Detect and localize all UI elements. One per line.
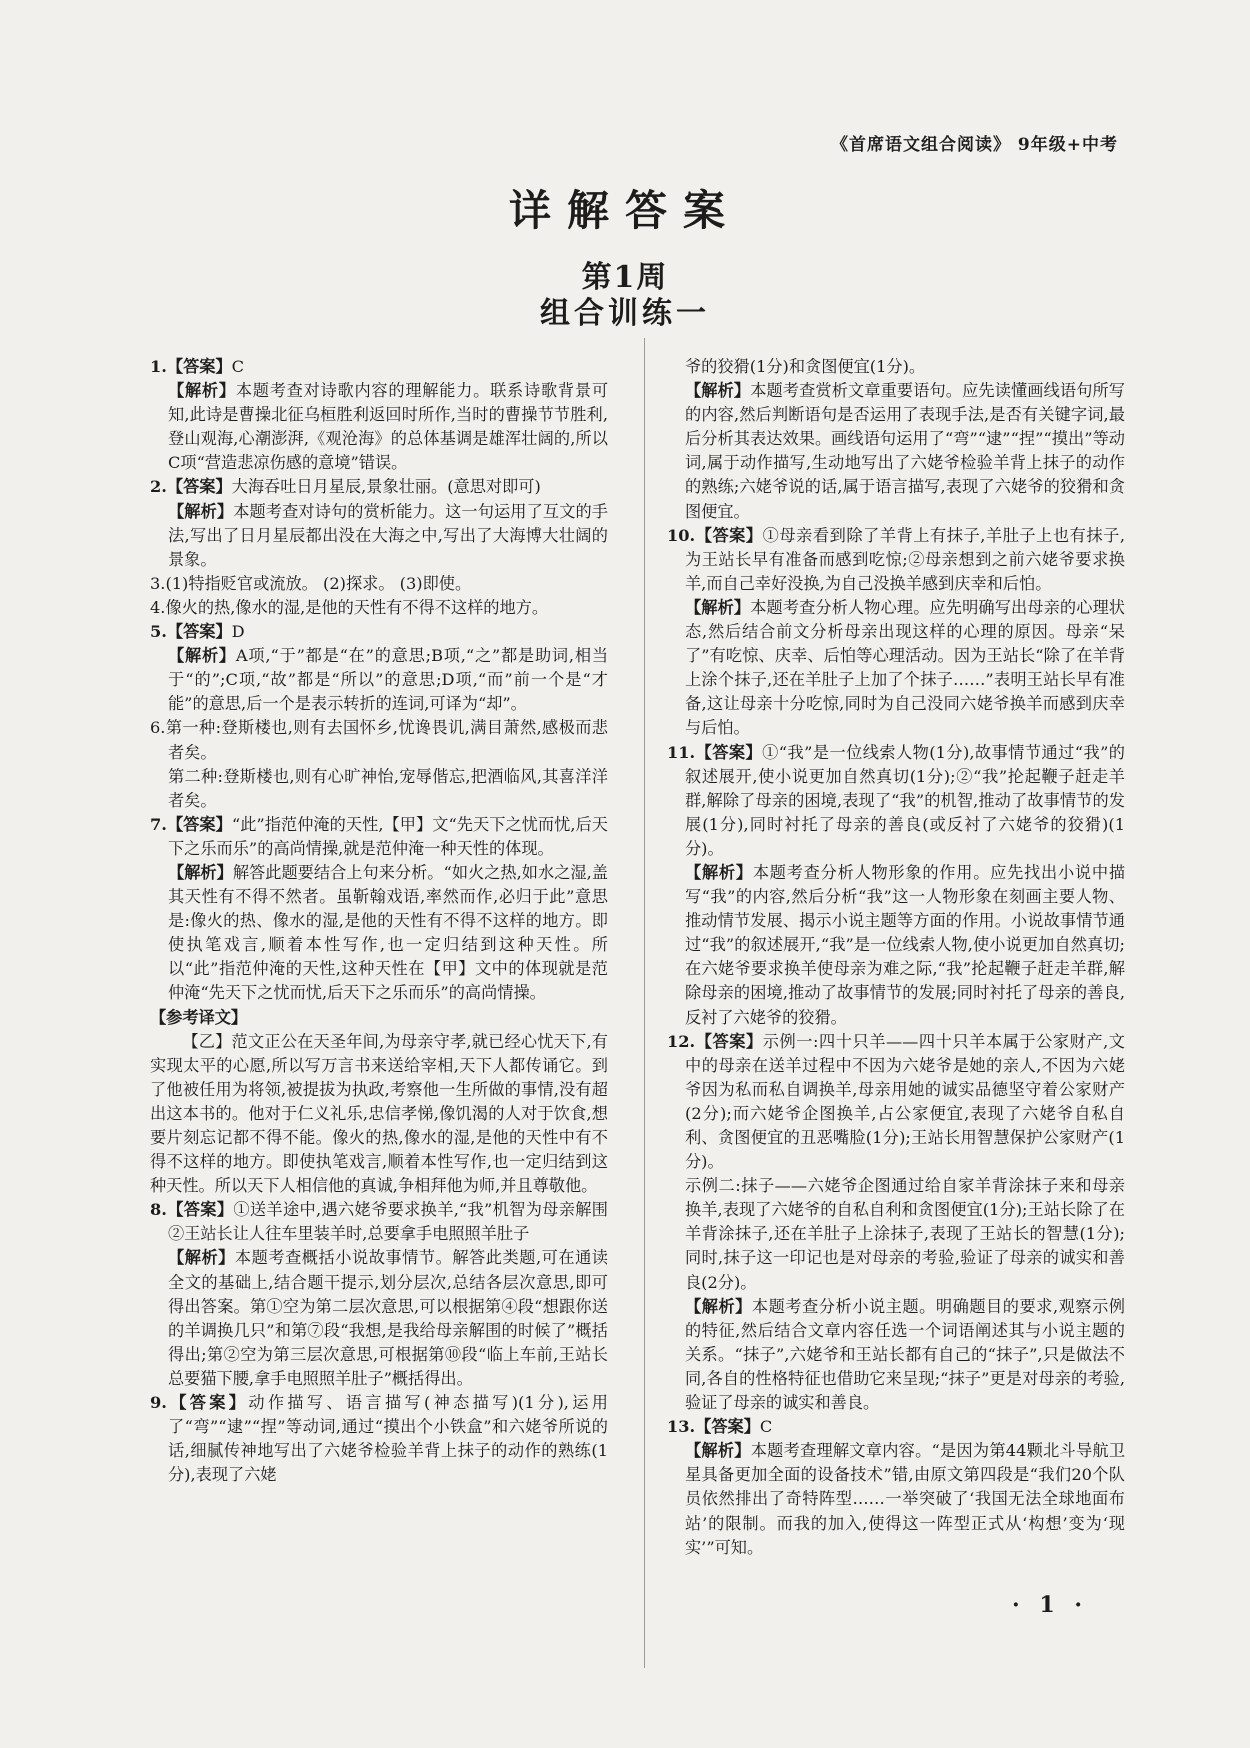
answer-text: ①母亲看到除了羊背上有抹子,羊肚子上也有抹子,为王站长早有准备而感到吃惊;②母亲想到之前六姥爷要求换羊,而自己幸好没换,为自己没换羊感到庆幸和后怕。	[685, 525, 1125, 593]
answer-text: C	[231, 357, 245, 376]
page-title: 详解答案	[508, 186, 741, 235]
book-header: 《首席语文组合阅读》 9年级+中考	[831, 135, 1118, 155]
answer-text: “此”指范仲淹的天性,【甲】文“先天下之忧而忧,后天下之乐而乐”的高尚情操,就是范仲淹一种天性的体现。	[168, 814, 608, 858]
answer-paragraph	[150, 861, 608, 1006]
answer-label: 【解析】	[168, 1248, 235, 1268]
answer-paragraph	[150, 716, 608, 764]
answer-label: 【解析】	[685, 381, 751, 401]
answer-paragraph	[667, 596, 1125, 741]
answer-label: 【解析】	[685, 862, 753, 882]
answer-text: 本题考查对诗歌内容的理解能力。联系诗歌背景可知,此诗是曹操北征乌桓胜利返回时所作,当时的曹操节节胜利,登山观海,心潮澎湃,《观沧海》的总体基调是雄浑壮阔的,所以C项“营造悲凉伤感的意境”错误。	[168, 381, 609, 473]
reference-translation-heading	[150, 1006, 608, 1030]
answer-label: 9.【答案】	[150, 1393, 249, 1413]
answer-text: D	[231, 622, 245, 642]
section-subtitle: 组合训练一	[540, 296, 710, 331]
left-column	[150, 355, 608, 1487]
answer-text: 第二种:登斯楼也,则有心旷神怡,宠辱偕忘,把酒临风,其喜洋洋者矣。	[168, 766, 608, 810]
answer-paragraph	[150, 379, 608, 475]
answer-text: 示例二:抹子——六姥爷企图通过给自家羊背涂抹子来和母亲换羊,表现了六姥爷的自私自利和贪图便宜(1分);王站长除了在羊背涂抹子,还在羊肚子上涂抹子,表现了王站长的智慧(1分);同时,抹子这一印记也是对母亲的考验,验证了母亲的诚实和善良(2分)。	[685, 1176, 1125, 1292]
answer-text: 本题考查理解文章内容。“是因为第44颗北斗导航卫星具备更加全面的设备技术”错,由原文第四段是“我们20个队员依然排出了奇特阵型……一举突破了‘我国无法全球地面布站’的限制。而我的加入,使得这一阵型正式从‘构想’变为‘现实’”可知。	[685, 1441, 1126, 1557]
answer-label: 12.【答案】	[667, 1031, 763, 1051]
answer-paragraph	[667, 1439, 1125, 1559]
answer-paragraph	[150, 355, 608, 379]
answer-paragraph	[150, 1391, 608, 1487]
answer-label: 【参考译文】	[150, 1007, 248, 1027]
answer-text: 本题考查分析人物形象的作用。应先找出小说中描写“我”的内容,然后分析“我”这一人物形象在刻画主要人物、推动情节发展、揭示小说主题等方面的作用。小说故事情节通过“我”的叙述展开,“我”是一位线索人物,使小说更加自然真切;在六姥爷要求换羊使母亲为难之际,“我”抡起鞭子赶走羊群,解除母亲的困境,推动了故事情节的发展;同时衬托了母亲的善良,反衬了六姥爷的狡猾。	[685, 862, 1126, 1027]
answer-label: 【解析】	[168, 381, 236, 401]
answer-text: 动作描写、语言描写(神态描写)(1分),运用了“弯”“逮”“捏”等动词,通过“摸出个小铁盒”和六姥爷所说的话,细腻传神地写出了六姥爷检验羊背上抹子的动作的熟练(1分),表现了六姥	[168, 1393, 608, 1485]
answer-paragraph	[667, 741, 1125, 861]
answer-paragraph	[667, 1174, 1125, 1294]
answer-label: 【解析】	[685, 1441, 751, 1461]
answer-paragraph	[667, 861, 1125, 1030]
answer-paragraph	[150, 813, 608, 861]
answer-text: 4.像火的热,像水的湿,是他的天性有不得不这样的地方。	[150, 597, 549, 617]
answer-text: C	[759, 1417, 773, 1437]
week-heading: 第1周	[581, 260, 669, 295]
answer-label: 1.【答案】	[150, 357, 232, 376]
answer-label: 2.【答案】	[150, 477, 232, 497]
answer-text: 示例一:四十只羊——四十只羊本属于公家财产,文中的母亲在送羊过程中不因为六姥爷是她的亲人,不因为六姥爷因为私而私自调换羊,母亲用她的诚实品德坚守着公家财产(2分);而六姥爷企图换羊,占公家便宜,表现了六姥爷自私自利、贪图便宜的丑恶嘴脸(1分);王站长用智慧保护公家财产(1分)。	[685, 1031, 1125, 1172]
answer-paragraph	[150, 1246, 608, 1391]
answer-paragraph	[667, 1030, 1125, 1175]
answer-paragraph	[667, 379, 1125, 524]
answer-text: 本题考查分析人物心理。应先明确写出母亲的心理状态,然后结合前文分析母亲出现这样的心理的原因。母亲“呆了”有吃惊、庆幸、后怕等心理活动。因为王站长“除了在羊背上涂个抹子,还在羊肚子上加了个抹子……”表明王站长早有准备,这让母亲十分吃惊,同时为自己没同六姥爷换羊而感到庆幸与后怕。	[685, 597, 1125, 738]
answer-label: 7.【答案】	[150, 814, 232, 834]
answer-text: 大海吞吐日月星辰,景象壮丽。(意思对即可)	[231, 477, 541, 497]
answer-paragraph	[667, 524, 1125, 596]
answer-text: 本题考查概括小说故事情节。解答此类题,可在通读全文的基础上,结合题干提示,划分层次,总结各层次意思,即可得出答案。第①空为第二层次意思,可以根据第④段“想跟你送的羊调换几只”和第⑦段“我想,是我给母亲解围的时候了”概括得出;第②空为第三层次意思,可根据第⑩段“临上车前,王站长总要猫下腰,拿手电照照羊肚子”概括得出。	[168, 1248, 608, 1388]
answer-paragraph	[150, 620, 608, 644]
answer-text: 爷的狡猾(1分)和贪图便宜(1分)。	[685, 357, 926, 376]
answer-text: 3.(1)特指贬官或流放。 (2)探求。 (3)即使。	[150, 573, 472, 593]
answer-label: 【解析】	[168, 862, 233, 882]
answer-label: 10.【答案】	[667, 525, 763, 545]
answer-paragraph	[150, 1030, 608, 1199]
answer-paragraph	[150, 500, 608, 572]
answer-paragraph	[150, 596, 608, 620]
answer-text: 6.第一种:登斯楼也,则有去国怀乡,忧谗畏讥,满目萧然,感极而悲者矣。	[150, 718, 608, 762]
answer-label: 【解析】	[685, 597, 751, 617]
answer-paragraph	[150, 1198, 608, 1246]
answer-paragraph	[150, 644, 608, 716]
answer-text: ①“我”是一位线索人物(1分),故事情节通过“我”的叙述展开,使小说更加自然真切(1分);②“我”抡起鞭子赶走羊群,解除了母亲的困境,表现了“我”的机智,推动了故事情节的发展(1分),同时衬托了母亲的善良(或反衬了六姥爷的狡猾)(1分)。	[685, 742, 1125, 858]
answer-text: 本题考查对诗句的赏析能力。这一句运用了互文的手法,写出了日月星辰都出没在大海之中,写出了大海博大壮阔的景象。	[168, 501, 608, 569]
answer-text: 解答此题要结合上句来分析。“如火之热,如水之湿,盖其天性有不得不然者。虽靳翰戏语,率然而作,必归于此”意思是:像火的热、像水的湿,是他的天性有不得不这样的地方。即使执笔戏言,顺着本性写作,也一定归结到这种天性。所以“此”指范仲淹的天性,这种天性在【甲】文中的体现就是范仲淹“先天下之忧而忧,后天下之乐而乐”的高尚情操。	[168, 862, 608, 1003]
answer-text: 本题考查分析小说主题。明确题目的要求,观察示例的特征,然后结合文章内容任选一个词语阐述其与小说主题的关系。“抹子”,六姥爷和王站长都有自己的“抹子”,只是做法不同,各自的性格特征也借助它来呈现;“抹子”更是对母亲的考验,验证了母亲的诚实和善良。	[685, 1296, 1125, 1413]
answer-paragraph	[150, 765, 608, 813]
column-divider	[644, 338, 645, 1668]
answer-text: 【乙】范文正公在天圣年间,为母亲守孝,就已经心忧天下,有实现太平的心愿,所以写万言书来送给宰相,天下人都传诵它。到了他被任用为将领,被提拔为执政,考察他一生所做的事情,没有超出这本书的。他对于仁义礼乐,忠信孝悌,像饥渴的人对于饮食,想要片刻忘记都不得不能。像火的热,像水的湿,是他的天性中有不得不这样的地方。即使执笔戏言,顺着本性写作,也一定归结到这种天性。所以天下人相信他的真诚,争相拜他为师,并且尊敬他。	[150, 1031, 608, 1196]
answer-paragraph	[667, 1415, 1125, 1439]
page-number: · 1 ·	[1012, 1592, 1088, 1618]
answer-label: 【解析】	[168, 646, 236, 666]
answer-label: 【解析】	[168, 501, 234, 521]
answer-paragraph	[667, 355, 1125, 379]
answer-paragraph	[150, 475, 608, 499]
answer-label: 5.【答案】	[150, 622, 232, 642]
right-column	[667, 355, 1125, 1560]
answer-paragraph	[150, 572, 608, 596]
answer-label: 8.【答案】	[150, 1200, 234, 1220]
answer-label: 【解析】	[685, 1296, 752, 1316]
answer-label: 11.【答案】	[667, 742, 763, 762]
answer-text: 本题考查赏析文章重要语句。应先读懂画线语句所写的内容,然后判断语句是否运用了表现手法,是否有关键字词,最后分析其表达效果。画线语句运用了“弯”“逮”“捏”“摸出”等动词,属于动作描写,生动地写出了六姥爷检验羊背上抹子的动作的熟练;六姥爷说的话,属于语言描写,表现了六姥爷的狡猾和贪图便宜。	[685, 381, 1125, 521]
answer-label: 13.【答案】	[667, 1417, 760, 1437]
answer-text: ①送羊途中,遇六姥爷要求换羊,“我”机智为母亲解围 ②王站长让人往车里装羊时,总要拿手电照照羊肚子	[168, 1200, 608, 1244]
answer-paragraph	[667, 1295, 1125, 1415]
answer-text: A项,“于”都是“在”的意思;B项,“之”都是助词,相当于“的”;C项,“故”都是“所以”的意思;D项,“而”前一个是“才能”的意思,后一个是表示转折的连词,可译为“却”。	[168, 646, 609, 714]
